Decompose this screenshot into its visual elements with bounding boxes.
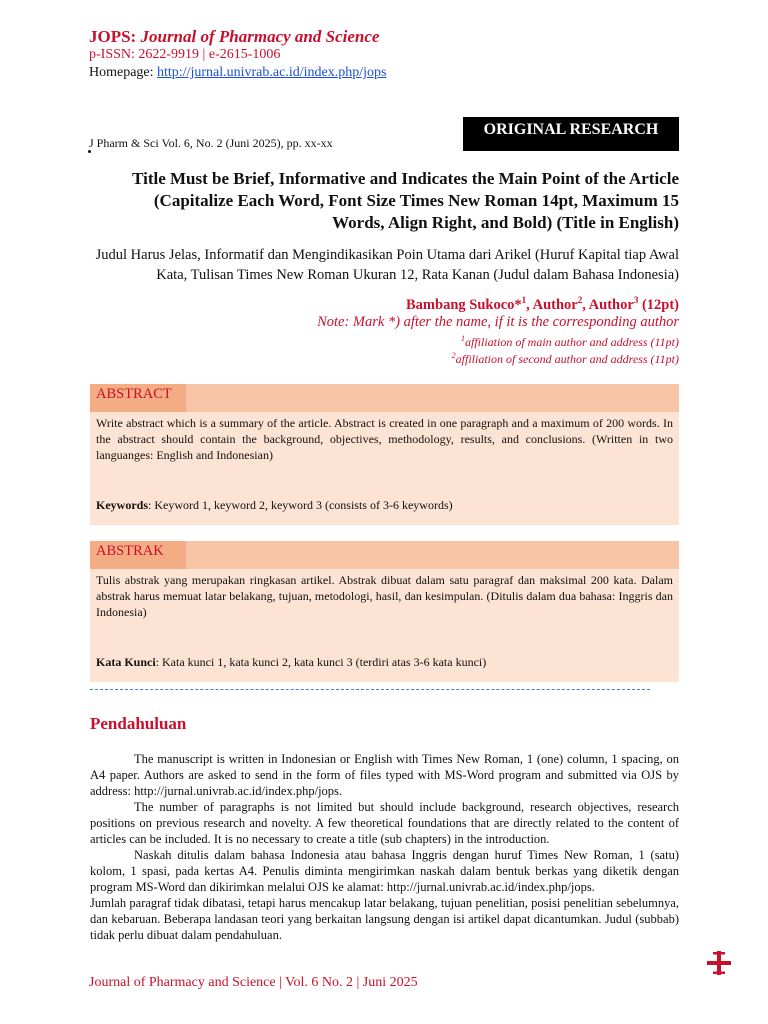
- author-3: , Author: [582, 296, 634, 313]
- introduction-body: [90, 751, 679, 943]
- homepage-link[interactable]: http://jurnal.univrab.ac.id/index.php/jops: [157, 65, 387, 80]
- section-divider: [90, 689, 650, 690]
- author-2-sup: 2: [577, 295, 583, 305]
- journal-issn: p-ISSN: 2622-9919 | e-2615-1006: [89, 47, 281, 62]
- abstrak-keywords: [90, 655, 679, 678]
- author-1-sup: 1: [521, 295, 527, 305]
- abstrak-body: Tulis abstrak yang merupakan ringkasan artikel. Abstrak dibuat dalam satu paragraf dan maksimal 200 kata. Dalam abstrak harus memuat latar belakang, tujuan, metodologi, hasil, dan kesimpulan. (Ditulis dalam dua bahasa: Inggris dan Indonesia): [96, 573, 673, 619]
- author-size-note: (12pt): [638, 296, 679, 313]
- kata-kunci-text: : Kata kunci 1, kata kunci 2, kata kunci 3 (terdiri atas 3-6 kata kunci): [155, 655, 487, 669]
- article-title: Title Must be Brief, Informative and Indicates the Main Point of the Article (Capitalize Each Word, Font Size Times New Roman 14pt, Maximum 15 Words, Align Right, and Bold) (Title in English): [132, 169, 679, 232]
- section-heading-introduction: Pendahuluan: [90, 714, 187, 733]
- keywords-label: Keywords: [96, 498, 148, 512]
- affiliation-2-sup: 2: [451, 351, 456, 360]
- homepage-label: Homepage:: [89, 65, 154, 80]
- journal-homepage: [89, 65, 386, 81]
- author-list: [200, 295, 679, 314]
- kata-kunci-label: Kata Kunci: [96, 655, 156, 669]
- abstract-box: [90, 384, 679, 525]
- article-subtitle: Judul Harus Jelas, Informatif dan Mengindikasikan Poin Utama dari Arikel (Huruf Kapital tiap Awal Kata, Tulisan Times New Roman Ukuran 12, Rata Kanan (Judul dalam Bahasa Indonesia): [95, 247, 679, 283]
- keywords-text: : Keyword 1, keyword 2, keyword 3 (consists of 3-6 keywords): [148, 498, 453, 512]
- author-1: Bambang Sukoco*: [406, 296, 522, 313]
- bullet-dot: [88, 150, 91, 153]
- affiliation-2: [200, 351, 679, 367]
- affiliation-2-text: affiliation of second author and address (11pt): [455, 352, 679, 366]
- affiliation-1-sup: 1: [460, 334, 465, 343]
- abstract-keywords: [90, 498, 679, 521]
- original-research-badge: ORIGINAL RESEARCH: [463, 117, 679, 151]
- abstract-header: [90, 384, 679, 412]
- affiliation-1-text: affiliation of main author and address (11pt): [464, 335, 679, 349]
- plus-icon[interactable]: [707, 951, 731, 975]
- paragraph: Jumlah paragraf tidak dibatasi, tetapi harus mencakup latar belakang, tujuan penelitian, posisi penelitian sebelumnya, dan kebaruan. Beberapa landasan teori yang berkaitan langsung dengan isi artikel dapat dicantumkan. Judul (subbab) tidak perlu dibuat dalam pendahuluan.: [90, 896, 679, 942]
- affiliation-1: [200, 334, 679, 350]
- page-footer: Journal of Pharmacy and Science | Vol. 6 No. 2 | Juni 2025: [89, 975, 418, 990]
- paragraph: Naskah ditulis dalam bahasa Indonesia atau bahasa Inggris dengan huruf Times New Roman, 1 (satu) kolom, 1 spasi, pada kertas A4. Penulis diminta mengirimkan naskah dalam bentuk berkas yang diketik dengan program MS-Word dan dikirimkan melalui OJS ke alamat: http://jurnal.univrab.ac.id/index.php/jops.: [90, 848, 679, 894]
- abstract-heading: ABSTRACT: [90, 384, 186, 412]
- corresponding-note: Note: Mark *) after the name, if it is the corresponding author: [317, 314, 679, 330]
- abstract-body: Write abstract which is a summary of the article. Abstract is created in one paragraph and a maximum of 200 words. In the abstract should contain the background, objectives, methodology, results, and conclusions. (Written in two languanges: English and Indonesian): [96, 416, 673, 462]
- journal-abbr: JOPS:: [89, 27, 137, 46]
- abstrak-box: [90, 541, 679, 682]
- journal-name: Journal of Pharmacy and Science: [140, 27, 380, 46]
- paragraph: The manuscript is written in Indonesian or English with Times New Roman, 1 (one) column, 1 spacing, on A4 paper. Authors are asked to send in the form of files typed with MS-Word program and submitted via OJS by address: http://jurnal.univrab.ac.id/index.php/jops.: [90, 752, 679, 798]
- abstrak-header: [90, 541, 679, 569]
- journal-title: [89, 27, 379, 47]
- paragraph: The number of paragraphs is not limited but should include background, research objectives, research positions on previous research and novelty. A few theoretical foundations that are directly related to the content of articles can be included. It is no necessary to create a title (sub chapters) in the introduction.: [90, 800, 679, 846]
- abstrak-heading: ABSTRAK: [90, 541, 186, 569]
- author-3-sup: 3: [633, 295, 639, 305]
- author-2: , Author: [526, 296, 578, 313]
- citation-line: J Pharm & Sci Vol. 6, No. 2 (Juni 2025), pp. xx-xx: [89, 136, 333, 150]
